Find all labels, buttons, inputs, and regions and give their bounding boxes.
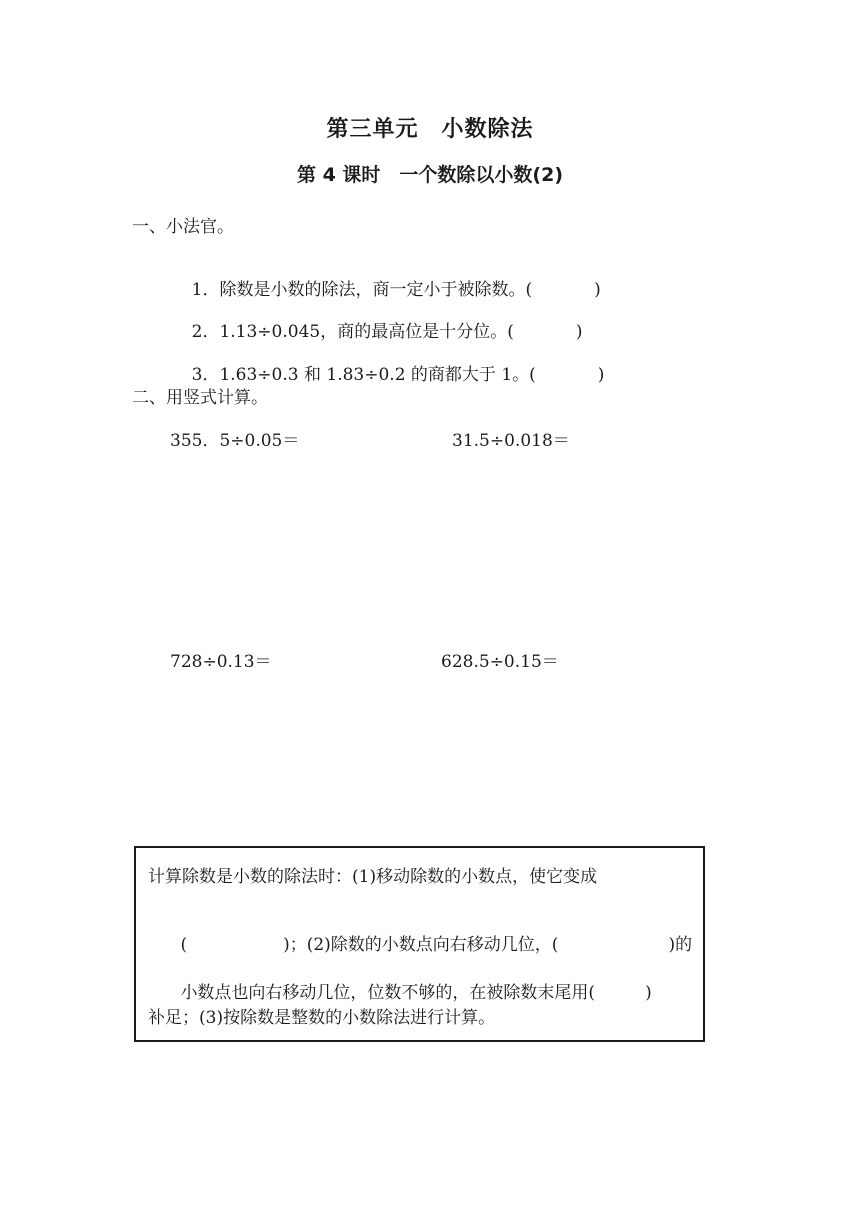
question-2-close: ) [575, 322, 583, 342]
summary-line-1: 计算除数是小数的除法时：(1)移动除数的小数点，使它变成 [148, 867, 598, 887]
unit-title: 第三单元 小数除法 [326, 117, 534, 142]
question-2-text: 2．1.13÷0.045，商的最高位是十分位。( [191, 322, 514, 342]
calc-problem-2: 31.5÷0.018＝ [452, 431, 570, 451]
section-2-title: 二、用竖式计算。 [132, 388, 268, 408]
summary-box [134, 846, 705, 1042]
question-3-close: ) [597, 365, 605, 385]
question-3-text: 3．1.63÷0.3 和 1.83÷0.2 的商都大于 1。( [191, 365, 536, 385]
summary-line-3-text: 小数点也向右移动几位，位数不够的，在被除数末尾用( [180, 983, 596, 1003]
summary-line-4: 补足；(3)按除数是整数的小数除法进行计算。 [148, 1008, 496, 1028]
summary-line-2-open: ( [180, 935, 188, 955]
calc-problem-4: 628.5÷0.15＝ [441, 652, 559, 672]
question-1-text: 1．除数是小数的除法，商一定小于被除数。( [191, 280, 533, 300]
lesson-subtitle: 第 4 课时 一个数除以小数(2) [296, 164, 564, 186]
summary-line-2-end: )的 [668, 935, 693, 955]
summary-line-2-text: )；(2)除数的小数点向右移动几位，( [283, 935, 559, 955]
question-1-close: ) [594, 280, 601, 300]
calc-problem-1: 355．5÷0.05＝ [170, 431, 300, 451]
calc-problem-3: 728÷0.13＝ [170, 652, 272, 672]
section-1-title: 一、小法官。 [132, 217, 234, 237]
summary-line-3-close: ) [645, 983, 652, 1003]
